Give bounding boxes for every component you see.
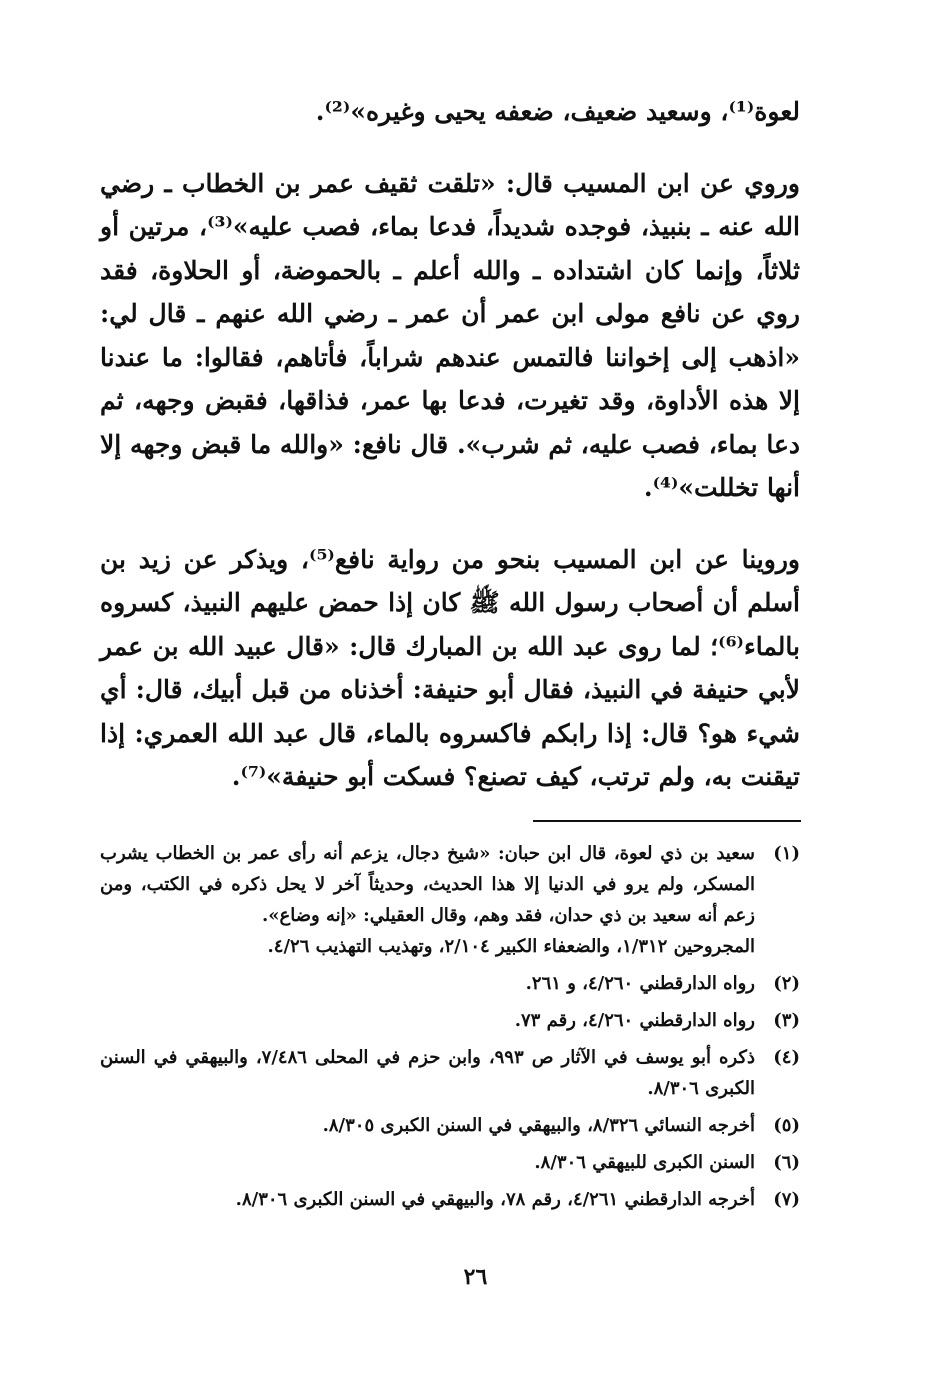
footnote-6 [100, 1147, 800, 1178]
footnote-text: أخرجه النسائي ٨/٣٢٦، والبيهقي في السنن الكبرى ٨/٣٠٥. [322, 1115, 755, 1136]
footnote-5 [100, 1110, 800, 1141]
body-text [100, 90, 800, 799]
paragraph-3: وروينا عن ابن المسيب بنحو من رواية نافع⁽⁵⁾، ويذكر عن زيد بن أسلم أن أصحاب رسول الله ﷺ كان إذا حمض عليهم النبيذ، كسروه بالماء⁽⁶⁾؛ لما روى عبد الله بن المبارك قال: «قال عبيد الله بن عمر لأبي حنيفة في النبيذ، فقال أبو حنيفة: أخذناه من قبل أبيك، قال: أي شيء هو؟ قال: إذا رابكم فاكسروه بالماء، قال عبد الله العمري: إذا تيقنت به، ولم ترتب، كيف تصنع؟ فسكت أبو حنيفة»⁽⁷⁾. [100, 544, 800, 791]
footnote-text: رواه الدارقطني ٤/٢٦٠، و ٢٦١. [525, 973, 755, 994]
footnote-number: (٧) [773, 1189, 800, 1210]
footnote-number: (٣) [773, 1010, 800, 1031]
footnote-number: (٦) [773, 1152, 800, 1173]
footnotes [100, 838, 800, 1221]
footnote-2 [100, 968, 800, 999]
footnote-text: أخرجه الدارقطني ٤/٢٦١، رقم ٧٨، والبيهقي في السنن الكبرى ٨/٣٠٦. [235, 1189, 755, 1210]
footnote-7 [100, 1184, 800, 1215]
paragraph-2: وروي عن ابن المسيب قال: «تلقت ثقيف عمر بن الخطاب ـ رضي الله عنه ـ بنبيذ، فوجده شديداً، فدعا بماء، فصب عليه»⁽³⁾، مرتين أو ثلاثاً، وإنما كان اشتداده ـ والله أعلم ـ بالحموضة، أو الحلاوة، فقد روي عن نافع مولى ابن عمر أن عمر ـ رضي الله عنهم ـ قال لي: «اذهب إلى إخواننا فالتمس عندهم شراباً، فأتاهم، فقالوا: ما عندنا إلا هذه الأداوة، وقد تغيرت، فدعا بها عمر، فذاقها، فقبض وجهه، ثم دعا بماء، فصب عليه، ثم شرب». قال نافع: «والله ما قبض وجهه إلا أنها تخللت»⁽⁴⁾. [100, 168, 800, 502]
footnote-number: (٥) [773, 1115, 800, 1136]
footnote-text: ذكره أبو يوسف في الآثار ص ٩٩٣، وابن حزم في المحلى ٧/٤٨٦، والبيهقي في السنن الكبرى ٨/٣٠٦. [100, 1047, 756, 1099]
footnote-references: المجروحين ١/٣١٢، والضعفاء الكبير ٢/١٠٤، وتهذيب التهذيب ٤/٢٦. [267, 936, 755, 957]
footnote-4 [100, 1042, 800, 1104]
footnote-3 [100, 1005, 800, 1036]
footnote-text: سعيد بن ذي لعوة، قال ابن حبان: «شيخ دجال، يزعم أنه رأى عمر بن الخطاب يشرب المسكر، ولم يرو في الدنيا إلا هذا الحديث، وحديثاً آخر لا يحل ذكره في الكتب، ومن زعم أنه سعيد بن ذي حدان، فقد وهم، وقال العقيلي: «إنه وضاع». [100, 843, 755, 926]
footnote-text: السنن الكبرى للبيهقي ٨/٣٠٦. [534, 1152, 755, 1173]
footnote-divider [533, 820, 801, 822]
footnote-number: (٤) [773, 1047, 800, 1068]
footnote-number: (٢) [773, 973, 800, 994]
paragraph-1: لعوة⁽¹⁾، وسعيد ضعيف، ضعفه يحيى وغيره»⁽²⁾. [315, 97, 800, 126]
footnote-text: رواه الدارقطني ٤/٢٦٠، رقم ٧٣. [514, 1010, 755, 1031]
page-number: ٢٦ [463, 1264, 488, 1290]
footnote-1 [100, 838, 800, 962]
footnote-number: (١) [773, 843, 800, 864]
